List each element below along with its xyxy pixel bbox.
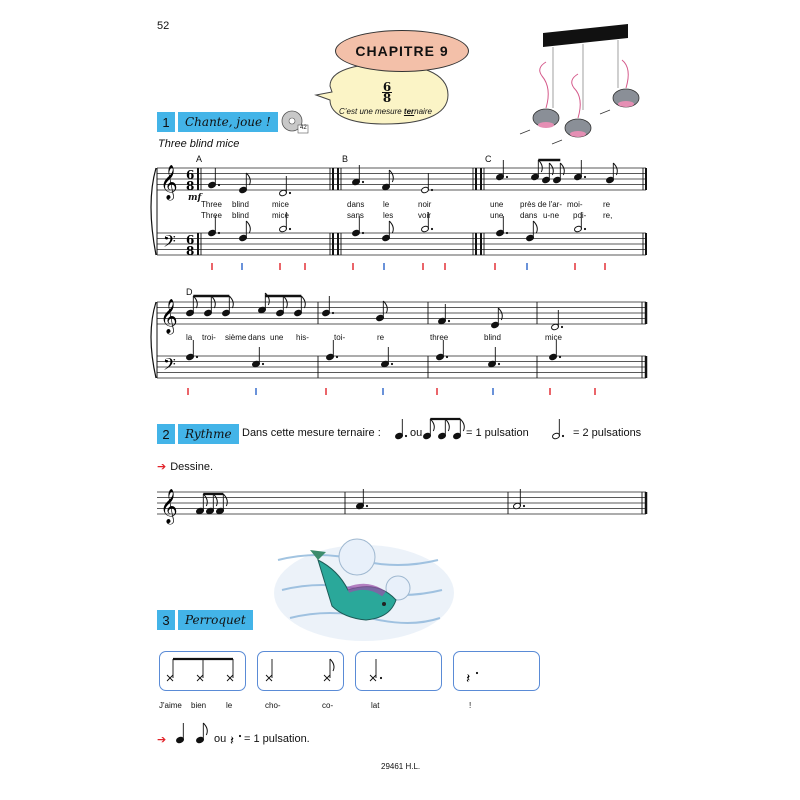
parrot-word: co- — [322, 701, 334, 710]
note-dot — [559, 356, 561, 358]
hand-indication-marks — [188, 263, 605, 395]
lyric-word: près de l'ar- — [520, 200, 562, 209]
lyric-word: mice — [272, 211, 289, 220]
rhythm-text-eq1: = 1 pulsation — [466, 427, 529, 439]
note-flag — [445, 419, 449, 431]
lyric-word: une — [270, 333, 284, 342]
staves-group — [151, 165, 646, 525]
lyric-word: dans — [520, 211, 538, 220]
note-dot — [218, 232, 220, 234]
section-2-header — [157, 424, 239, 444]
page-number: 52 — [157, 20, 170, 32]
arrow-right-icon: ➔ — [157, 734, 167, 746]
lyric-word: re, — [603, 211, 613, 220]
note-dot — [289, 192, 291, 194]
catalog-number: 29461 H.L. — [381, 762, 421, 771]
note-dot — [498, 363, 500, 365]
note-flag — [430, 419, 434, 431]
lyric-word: une — [490, 211, 504, 220]
treble-clef: 𝄞 — [160, 489, 178, 524]
time-sig-top: 6 — [186, 168, 195, 182]
section-3-number: 3 — [157, 610, 175, 630]
note-dot — [506, 232, 508, 234]
rhythm-box-4 — [453, 651, 540, 691]
note-flag — [203, 723, 207, 735]
dot — [239, 735, 241, 737]
time-sig-bottom: 8 — [186, 179, 195, 193]
rehearsal-mark-c: C — [485, 154, 492, 164]
section-2-number: 2 — [157, 424, 175, 444]
lyric-word: mice — [272, 200, 289, 209]
note-dot — [362, 232, 364, 234]
time-sig-top: 6 — [186, 233, 195, 247]
parrot-word: le — [226, 701, 233, 710]
rhythm-box-3 — [355, 651, 442, 691]
lyric-word: re — [603, 200, 611, 209]
note-dot — [506, 176, 508, 178]
note-dot — [446, 356, 448, 358]
dynamic-marking: mf — [188, 193, 202, 203]
note-dot — [262, 363, 264, 365]
note-flag — [223, 494, 227, 506]
note-dot — [196, 356, 198, 358]
bass-clef: 𝄢 — [163, 354, 176, 378]
lyric-word: le — [383, 200, 390, 209]
treble-clef: 𝄞 — [160, 165, 178, 200]
brace — [151, 302, 156, 378]
note-dot — [336, 356, 338, 358]
lyric-word: dans — [248, 333, 266, 342]
lyric-word: sième — [225, 333, 247, 342]
lyric-word: voir — [418, 211, 431, 220]
note-flag — [533, 221, 537, 233]
note-dot — [431, 228, 433, 230]
lyric-word: u-ne — [543, 211, 560, 220]
note-flag — [389, 221, 393, 233]
note-flag — [383, 301, 387, 313]
rehearsal-mark-a: A — [196, 154, 203, 164]
quarter-rest: 𝄽 — [466, 671, 471, 687]
fish-illustration — [274, 539, 454, 641]
section-3-header — [157, 610, 253, 630]
lyric-word: three — [430, 333, 449, 342]
song-title: Three blind mice — [158, 138, 240, 150]
brace — [151, 168, 156, 255]
note-flag — [203, 494, 207, 506]
bass-clef: 𝄢 — [163, 231, 176, 255]
draw-instruction — [157, 460, 213, 473]
time-signature-top: 6 — [382, 80, 392, 94]
time-signature-bottom: 8 — [382, 91, 392, 105]
rhythm-box-2 — [257, 651, 344, 691]
chapter-title: CHAPITRE 9 — [335, 30, 469, 72]
draw-instruction-text: Dessine. — [170, 461, 214, 473]
rhythm-text-before: Dans cette mesure ternaire : — [242, 427, 381, 439]
rehearsal-mark-b: B — [342, 154, 349, 164]
lyric-word: Three — [201, 200, 222, 209]
bubble-text-emphasis: ter — [403, 107, 415, 116]
lyric-word: troi- — [202, 333, 216, 342]
note-dot — [362, 181, 364, 183]
parrot-word: lat — [371, 701, 380, 710]
note-flag — [538, 160, 542, 172]
bubble-text — [339, 107, 432, 116]
lyric-word: mice — [545, 333, 562, 342]
note-dot — [431, 189, 433, 191]
rhythm-box-1 — [159, 651, 246, 691]
quarter-rest: 𝄽 — [230, 734, 234, 749]
note-dot — [332, 312, 334, 314]
time-signature-large — [381, 82, 393, 103]
section-2-label: Rythme — [178, 424, 239, 444]
time-sig-bottom: 8 — [186, 244, 195, 258]
note-dot — [405, 435, 407, 437]
note-flag — [460, 419, 464, 431]
arrow-right-icon: ➔ — [157, 461, 167, 473]
rhythm-description — [242, 427, 381, 439]
lyric-word: dans — [347, 200, 365, 209]
lyric-word: poi- — [573, 211, 587, 220]
section-3-label: Perroquet — [178, 610, 253, 630]
lyric-word: la — [186, 333, 193, 342]
rhythm-text-eq2: = 2 pulsations — [573, 427, 642, 439]
pulsation-note-eq: = 1 pulsation. — [244, 733, 310, 745]
pulsation-note — [157, 733, 166, 746]
note-dot — [561, 326, 563, 328]
note-dot — [366, 505, 368, 507]
section-1-number: 1 — [157, 112, 175, 132]
parrot-word: cho- — [265, 701, 281, 710]
parrot-word: J'aime — [159, 701, 182, 710]
note-dot — [584, 176, 586, 178]
pulsation-note-or: ou — [214, 733, 227, 745]
rhythm-text-or: ou — [410, 427, 423, 439]
section-1-header — [157, 112, 278, 132]
lyric-word: his- — [296, 333, 309, 342]
rehearsal-mark-d: D — [186, 287, 193, 297]
bubble-text-after: naire — [414, 107, 432, 116]
note-dot — [391, 363, 393, 365]
cd-track-number: 42 — [300, 125, 307, 131]
note-dot — [218, 184, 220, 186]
treble-clef: 𝄞 — [160, 299, 178, 334]
lyric-word: moi- — [567, 200, 583, 209]
note-flag — [213, 494, 217, 506]
note-dot — [562, 435, 564, 437]
lyric-word: sans — [347, 211, 364, 220]
lyric-word: blind — [484, 333, 501, 342]
section-1-label: Chante, joue ! — [178, 112, 278, 132]
lyric-word: Three — [201, 211, 222, 220]
lyric-word: blind — [232, 211, 249, 220]
note-dot — [448, 320, 450, 322]
bubble-text-before: C’est une mesure — [339, 107, 404, 116]
mice-mobile-illustration — [520, 24, 639, 144]
lyric-word: les — [383, 211, 394, 220]
note-flag — [246, 221, 250, 233]
note-dot — [584, 228, 586, 230]
note-dot — [523, 505, 525, 507]
note-flag — [389, 170, 393, 182]
lyric-word: re — [377, 333, 385, 342]
note-dot — [289, 228, 291, 230]
lyric-word: une — [490, 200, 504, 209]
lyric-word: noir — [418, 200, 432, 209]
parrot-word: ! — [469, 701, 472, 710]
lyric-word: toi- — [334, 333, 346, 342]
lyric-word: blind — [232, 200, 249, 209]
parrot-word: bien — [191, 701, 207, 710]
